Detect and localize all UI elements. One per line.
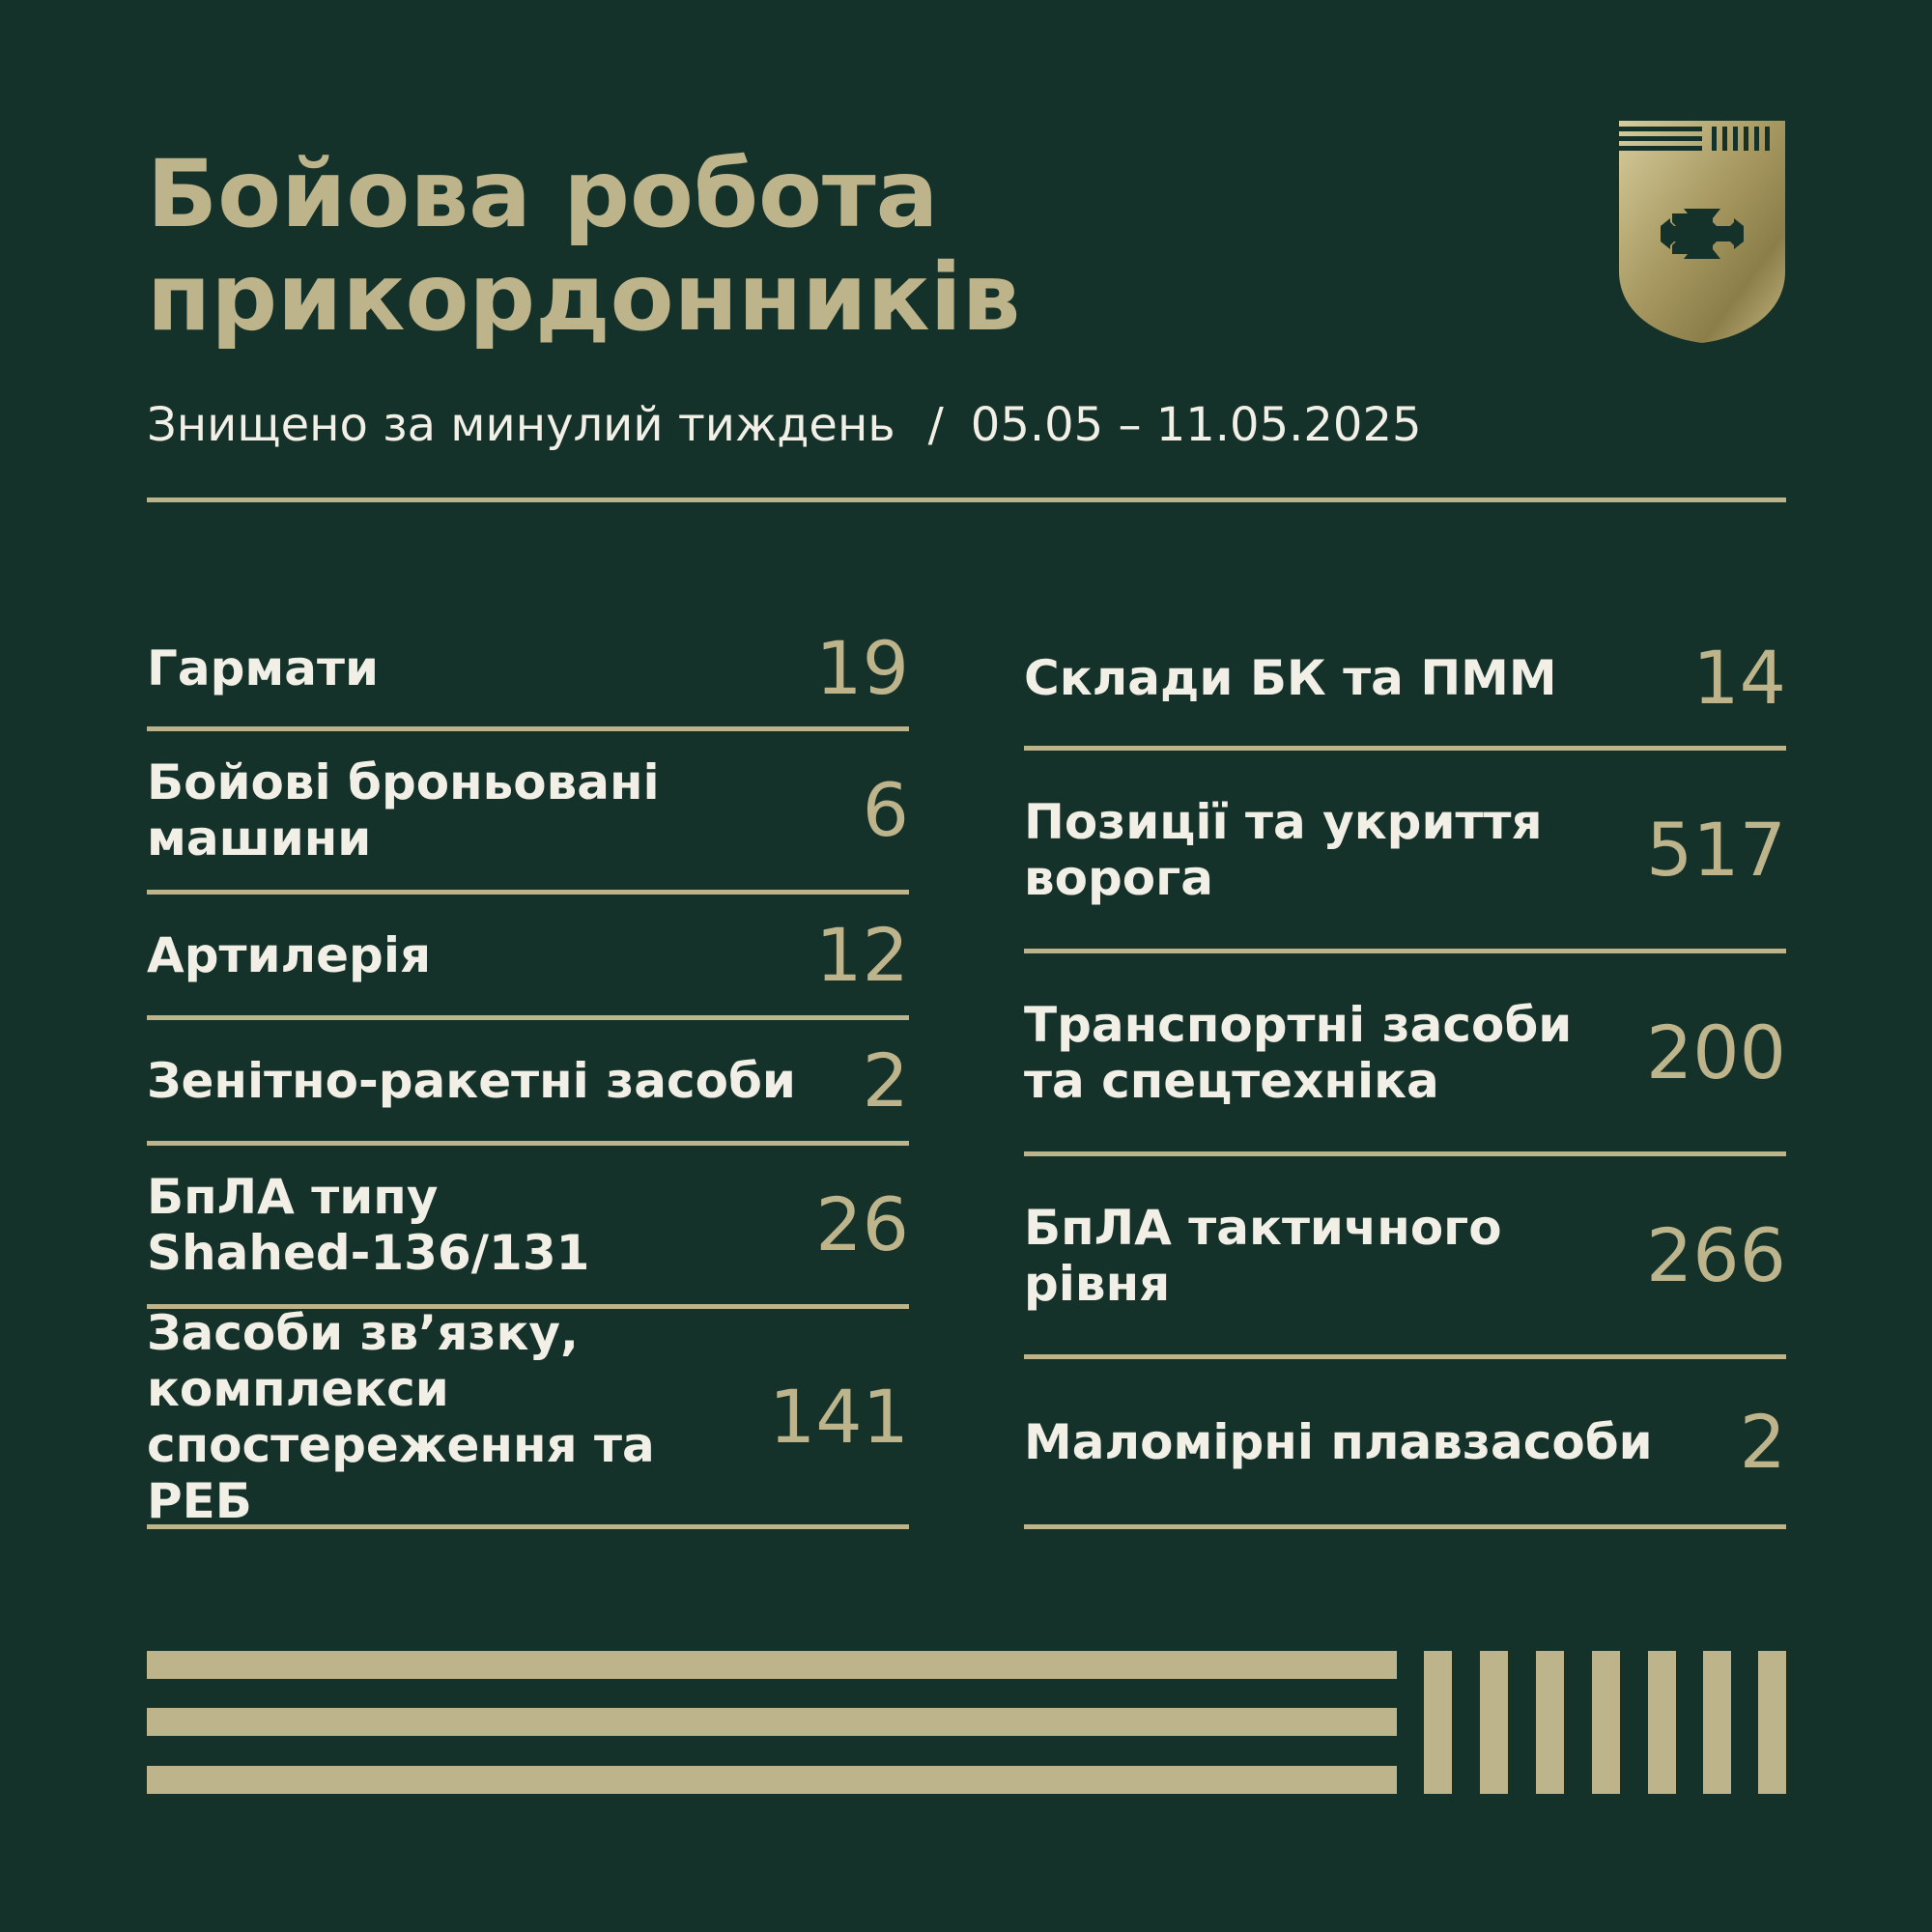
subtitle-text: Знищено за минулий тиждень bbox=[147, 398, 895, 452]
decorative-stripe bbox=[147, 1766, 1397, 1794]
date-range: 05.05 – 11.05.2025 bbox=[970, 398, 1422, 452]
stat-value: 517 bbox=[1645, 806, 1786, 893]
stat-label: Зенітно-ракетні засоби bbox=[147, 1052, 796, 1109]
stat-value: 12 bbox=[815, 911, 909, 998]
decorative-stripe bbox=[147, 1708, 1397, 1736]
stat-value: 14 bbox=[1692, 635, 1786, 721]
stat-row-tactical-drones bbox=[1024, 1156, 1786, 1359]
stat-value: 141 bbox=[768, 1373, 909, 1460]
stat-row-communications-ew bbox=[147, 1304, 909, 1529]
stat-row-guns bbox=[147, 611, 909, 731]
stat-value: 2 bbox=[862, 1037, 909, 1123]
stat-label: Засоби зв’язку, комплекси спостереження та РЕБ bbox=[147, 1304, 655, 1529]
stat-row-vehicles bbox=[1024, 953, 1786, 1156]
stat-label: БпЛА типу Shahed-136/131 bbox=[147, 1169, 590, 1281]
subtitle-separator: / bbox=[927, 398, 944, 452]
decorative-bar bbox=[1648, 1651, 1676, 1794]
stat-row-armored-vehicles bbox=[147, 731, 909, 895]
page-title: Бойова робота прикордонників bbox=[147, 140, 1021, 352]
decorative-stripes bbox=[147, 1651, 1786, 1794]
stats-column-right bbox=[1024, 611, 1786, 1529]
stat-label: Позиції та укриття ворога bbox=[1024, 793, 1543, 906]
decorative-bar bbox=[1703, 1651, 1731, 1794]
decorative-bar bbox=[1480, 1651, 1508, 1794]
decorative-stripe bbox=[147, 1651, 1397, 1679]
border-guard-shield-icon bbox=[1617, 119, 1787, 345]
stat-row-shahed-drones bbox=[147, 1146, 909, 1309]
decorative-bar bbox=[1758, 1651, 1786, 1794]
stat-value: 19 bbox=[815, 625, 909, 711]
header-divider bbox=[147, 497, 1786, 502]
stat-label: Гармати bbox=[147, 640, 380, 696]
decorative-bar bbox=[1536, 1651, 1564, 1794]
stats-column-left bbox=[147, 611, 909, 1529]
stat-row-artillery bbox=[147, 895, 909, 1020]
stat-label: Маломірні плавзасоби bbox=[1024, 1413, 1653, 1470]
stat-row-ammo-depots bbox=[1024, 611, 1786, 751]
stat-value: 26 bbox=[815, 1181, 909, 1267]
stat-label: БпЛА тактичного рівня bbox=[1024, 1199, 1502, 1312]
stat-value: 200 bbox=[1645, 1009, 1786, 1095]
stat-value: 266 bbox=[1645, 1211, 1786, 1298]
decorative-bar bbox=[1424, 1651, 1452, 1794]
stat-row-air-defense bbox=[147, 1020, 909, 1146]
stat-value: 2 bbox=[1739, 1398, 1786, 1485]
stat-row-small-boats bbox=[1024, 1359, 1786, 1529]
stat-value: 6 bbox=[862, 767, 909, 853]
stat-label: Артилерія bbox=[147, 926, 432, 983]
stat-label: Бойові броньовані машини bbox=[147, 754, 660, 867]
stat-label: Транспортні засоби та спецтехніка bbox=[1024, 996, 1573, 1109]
stat-label: Склади БК та ПММ bbox=[1024, 650, 1557, 706]
stat-row-enemy-positions bbox=[1024, 751, 1786, 953]
subtitle bbox=[147, 396, 1422, 454]
decorative-bar bbox=[1592, 1651, 1620, 1794]
